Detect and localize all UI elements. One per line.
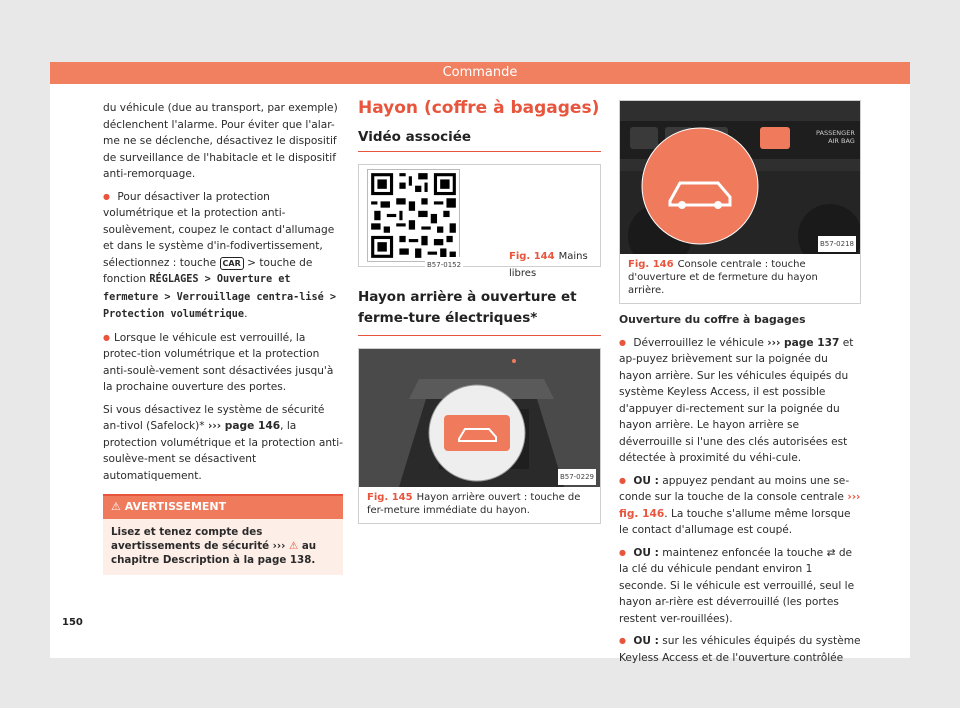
page-header: Commande: [50, 62, 910, 84]
trunk-illustration: [359, 349, 600, 487]
bullet-item: ● OU : sur les véhicules équipés du système Keyless Access et de l'ouverture contrôlée: [619, 633, 861, 666]
sub-heading: Ouverture du coffre à bagages: [619, 313, 806, 326]
figure-144: [358, 164, 601, 279]
page-reference-link[interactable]: ››› page 146: [207, 420, 281, 432]
trunk-photo: [359, 349, 600, 487]
paragraph: du véhicule (due au transport, par exemple) déclenchent l'alarme. Pour éviter que l'alar-me ne se déclenche, désactivez le dispositif de surveillance de l'habitacle et le dispositif anti-remorquage.: [103, 102, 338, 180]
console-photo: [620, 101, 860, 254]
figure-145: [358, 348, 601, 524]
divider: [358, 335, 601, 336]
console-illustration: [620, 101, 860, 254]
divider: [358, 151, 601, 152]
bullet-item: ● Pour désactiver la protection volumétrique et la protection anti-soulèvement, coupez le contact d'allumage et dans le système d'in-fodivertissement, sélectionnez : touche CAR > touche de fonction RÉGLAGES > Ouverture et fermeture > Verrouillage centra-lisé > Protection volumétrique.: [103, 189, 343, 324]
warning-text: Lisez et tenez compte des avertissements de sécurité ››› ⚠ au chapitre Description à la page 138.: [111, 525, 317, 566]
column-right: [619, 100, 861, 672]
column-left: [103, 100, 343, 575]
bullet-item: ● Déverrouillez le véhicule ››› page 137 et ap-puyez brièvement sur la poignée du hayon arrière. Sur les véhicules équipés du système Keyless Access, il est possible d'appuyer di-rectement sur la poignée du hayon arrière. Le hayon arrière se déverrouille si l'une des clés autorisées est détectée à proximité du véhi-cule.: [619, 335, 861, 467]
menu-path: RÉGLAGES > Ouverture et fermeture > Verrouillage centra-lisé > Protection volumétrique: [103, 274, 337, 320]
page-reference-link[interactable]: ››› page 137: [767, 336, 840, 349]
image-code: B57-0218: [818, 236, 856, 253]
section-title: Hayon (coffre à bagages): [358, 98, 600, 118]
figure-146: [619, 100, 861, 304]
qr-code[interactable]: [367, 169, 460, 262]
car-key-icon: CAR: [220, 257, 244, 270]
figure-caption: Fig. 144 Mains libres: [509, 251, 588, 279]
passenger-airbag-label: PASSENGER AIR BAG: [816, 129, 855, 145]
video-heading: Vidéo associée: [358, 128, 472, 145]
column-middle: [358, 100, 601, 524]
warning-triangle-icon: ⚠: [289, 539, 299, 552]
figure-caption: Fig. 145 Hayon arrière ouvert : touche de fer-meture immédiate du hayon.: [367, 492, 581, 516]
warning-box: [103, 494, 343, 575]
figure-reference-link[interactable]: ››› fig. 146: [619, 491, 861, 520]
trunk-key-icon: ⇄: [826, 546, 836, 559]
paragraph: Si vous désactivez le système de sécurité an-tivol (Safelock)* ››› page 146, la protection volumétrique et la protection anti-soulève-ment se désactivent automatiquement.: [103, 403, 343, 482]
bullet-item: ● OU : maintenez enfoncée la touche ⇄ de la clé du véhicule pendant environ 1 seconde. Si le véhicule est verrouillé, seul le hayon ar-rière est déverrouillé (les portes restent ver-rouillées).: [619, 545, 861, 628]
section-heading: Hayon arrière à ouverture et ferme-ture électriques*: [358, 289, 577, 326]
bullet-item: ● OU : appuyez pendant au moins une se-conde sur la touche de la console centrale ››› fig. 146. La touche s'allume même lorsque le contact d'allumage est coupé.: [619, 473, 861, 539]
figure-caption: Fig. 146 Console centrale : touche d'ouverture et de fermeture du hayon arrière.: [628, 259, 818, 296]
image-code: B57-0229: [558, 469, 596, 486]
warning-triangle-icon: ⚠: [111, 500, 121, 513]
qr-code-icon: [368, 170, 459, 261]
image-code: B57-0152: [425, 257, 463, 274]
bullet-item: ● Lorsque le véhicule est verrouillé, la protec-tion volumétrique et la protection anti-soulè-vement sont désactivées jusqu'à la prochaine ouverture des portes.: [103, 330, 343, 396]
page-number: 150: [62, 617, 83, 628]
warning-header: ⚠ AVERTISSEMENT: [103, 496, 343, 519]
